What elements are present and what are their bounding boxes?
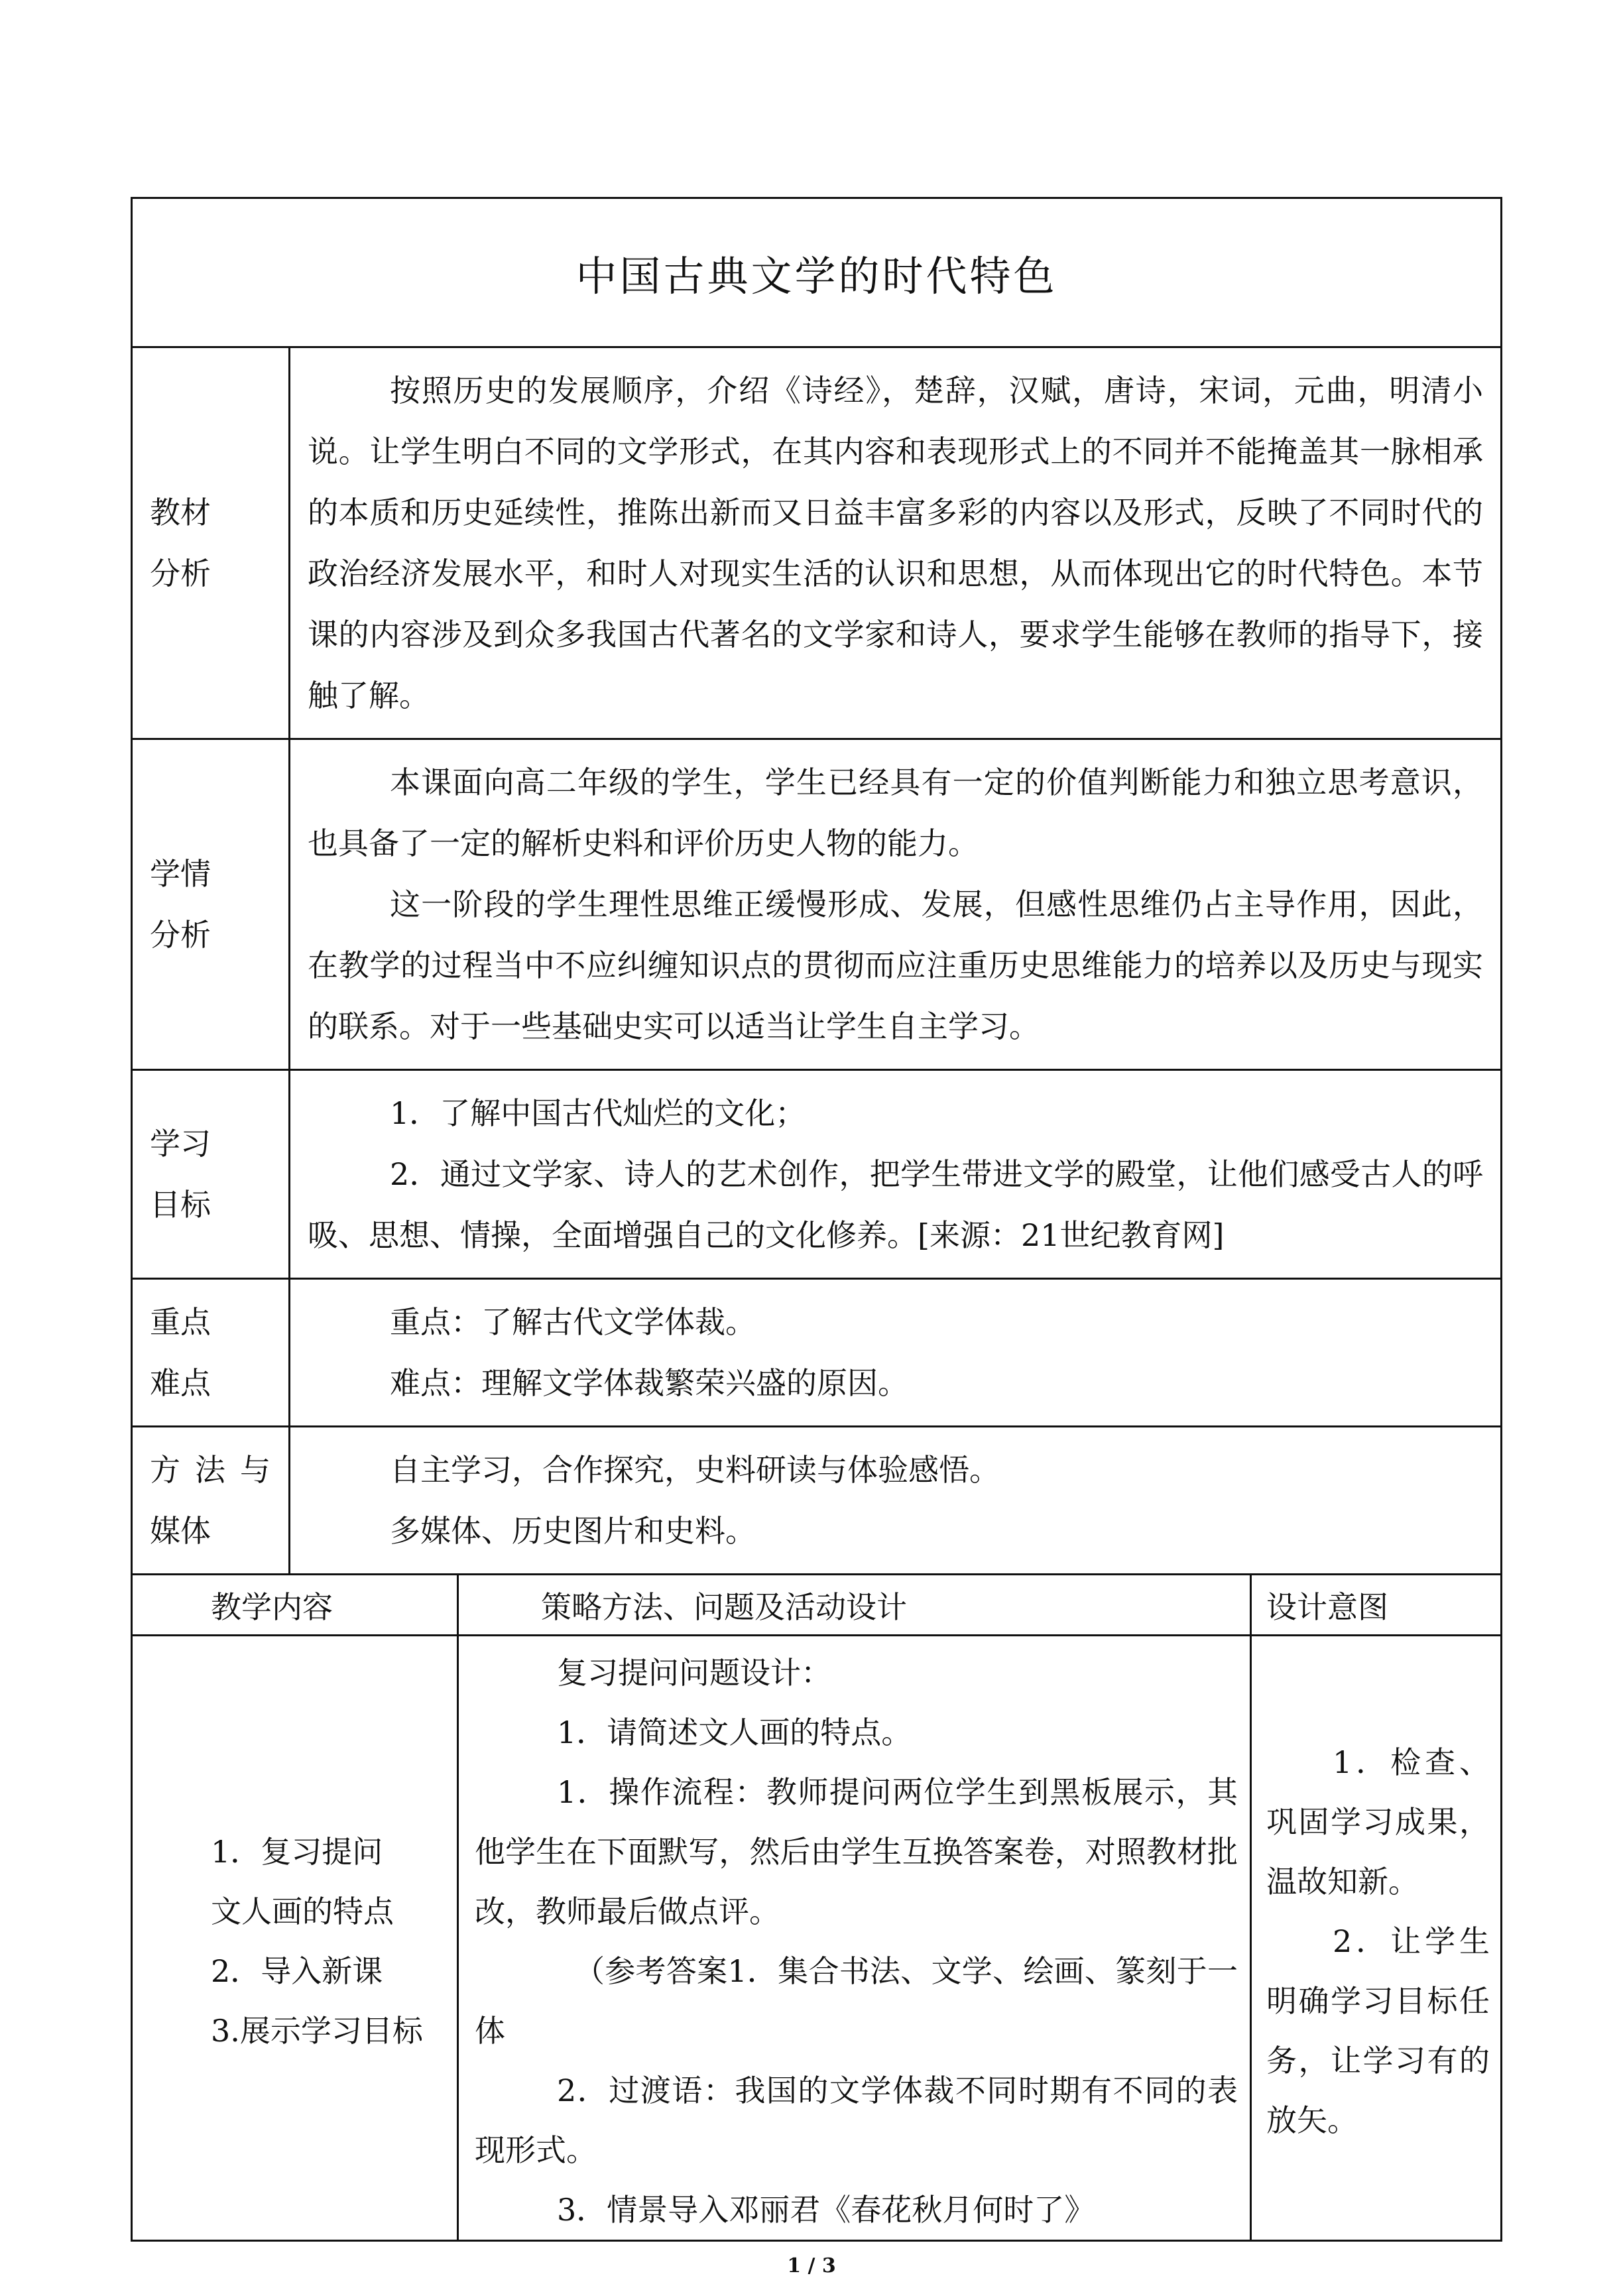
section-content: 重点：了解古代文学体裁。 难点：理解文学体裁繁荣兴盛的原因。 [290,1279,1502,1427]
intent-cell: 1．检查、巩固学习成果，温故知新。 2．让学生明确学习目标任务，让学习有的放矢。 [1251,1636,1502,2241]
design-table-row [132,1636,1502,2241]
lesson-plan-table [131,197,1502,2242]
section-row-learning-goals [132,1070,1502,1279]
teaching-content-cell: 1．复习提问 文人画的特点 2．导入新课 3.展示学习目标 [132,1636,458,2241]
header-teaching-content: 教学内容 [132,1575,458,1636]
header-strategy: 策略方法、问题及活动设计 [458,1575,1251,1636]
section-content: 本课面向高二年级的学生，学生已经具有一定的价值判断能力和独立思考意识，也具备了一定的解析史料和评价历史人物的能力。 这一阶段的学生理性思维正缓慢形成、发展，但感性思维仍占主导作用，因此，在教学的过程当中不应纠缠知识点的贯彻而应注重历史思维能力的培养以及历史与现实的联系。对于一些基础史实可以适当让学生自主学习。 [290,739,1502,1070]
section-label: 方法与 媒体 [132,1427,290,1575]
section-label: 教材 分析 [132,347,290,739]
strategy-cell: 复习提问问题设计： 1．请简述文人画的特点。 1．操作流程：教师提问两位学生到黑板展示，其他学生在下面默写，然后由学生互换答案卷，对照教材批改，教师最后做点评。 （参考答案1．集合书法、文学、绘画、篆刻于一体 2．过渡语：我国的文学体裁不同时期有不同的表现形式。 3．情景导入邓丽君《春花秋月何时了》 [458,1636,1251,2241]
section-label: 学习 目标 [132,1070,290,1279]
title-row [132,198,1502,347]
design-table-header [132,1575,1502,1636]
section-content: 按照历史的发展顺序，介绍《诗经》，楚辞，汉赋，唐诗，宋词，元曲，明清小说。让学生明白不同的文学形式，在其内容和表现形式上的不同并不能掩盖其一脉相承的本质和历史延续性，推陈出新而又日益丰富多彩的内容以及形式，反映了不同时代的政治经济发展水平，和时人对现实生活的认识和思想，从而体现出它的时代特色。本节课的内容涉及到众多我国古代著名的文学家和诗人，要求学生能够在教师的指导下，接触了解。 [290,347,1502,739]
section-row-methods-media [132,1427,1502,1575]
section-content: 1．了解中国古代灿烂的文化； 2．通过文学家、诗人的艺术创作，把学生带进文学的殿堂，让他们感受古人的呼吸、思想、情操，全面增强自己的文化修养。[来源：21世纪教育网] [290,1070,1502,1279]
section-label: 重点 难点 [132,1279,290,1427]
header-intent: 设计意图 [1251,1575,1502,1636]
document-title: 中国古典文学的时代特色 [132,198,1502,347]
section-content: 自主学习，合作探究，史料研读与体验感悟。 多媒体、历史图片和史料。 [290,1427,1502,1575]
section-row-key-points [132,1279,1502,1427]
section-row-student-analysis [132,739,1502,1070]
section-row-textbook-analysis [132,347,1502,739]
page-number: 1 / 3 [787,2254,836,2277]
section-label: 学情 分析 [132,739,290,1070]
